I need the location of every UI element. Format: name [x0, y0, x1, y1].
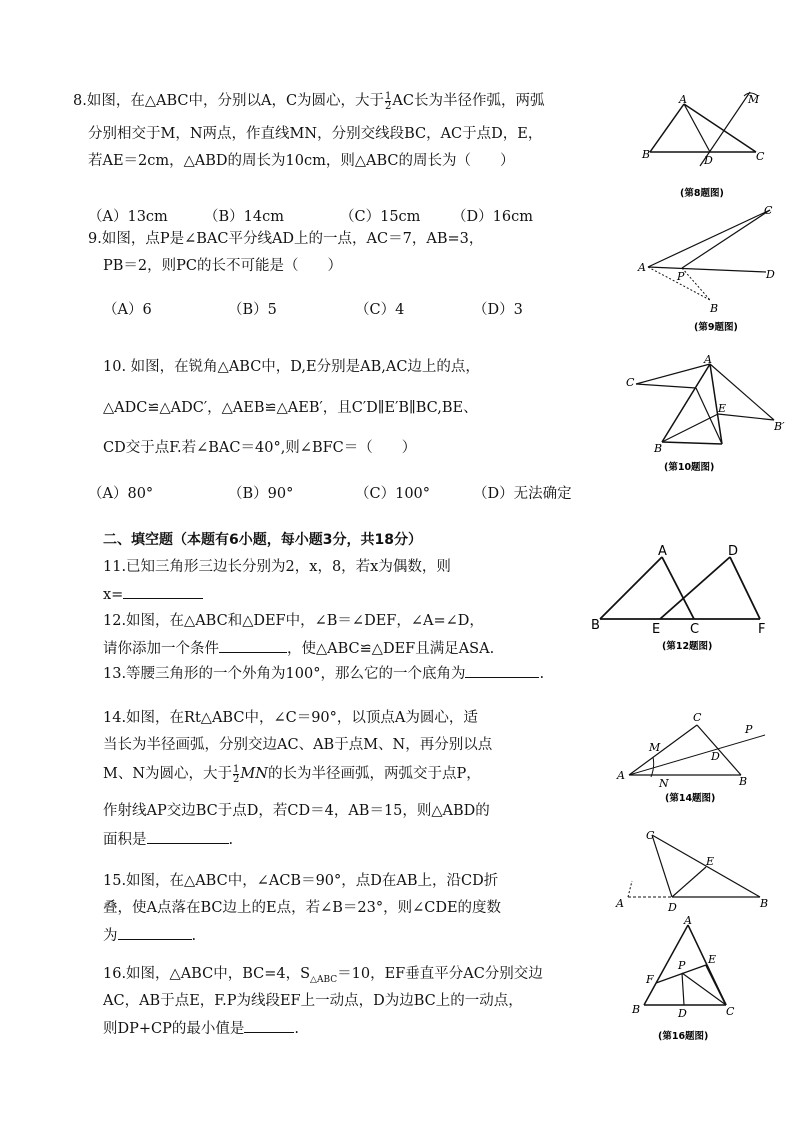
q8-label-m: M: [748, 93, 760, 106]
q12-label-a: A: [658, 545, 667, 559]
q16-answer-blank[interactable]: [244, 1018, 294, 1033]
q14-figure: [615, 705, 790, 807]
q10-label-a: A: [704, 353, 712, 366]
q8-line3: 若AE＝2cm，△ABD的周长为10cm，则△ABC的周长为（ ）: [88, 153, 515, 169]
q8-figure: [640, 86, 790, 201]
q10-label-b: B: [654, 442, 663, 455]
q14-label-b: B: [739, 775, 748, 788]
q16-label-p: P: [678, 959, 686, 972]
q12-label-c: C: [690, 622, 700, 637]
q12-label-d: D: [728, 545, 739, 559]
q8-option-a[interactable]: （A）13cm: [88, 209, 168, 225]
q9-option-d[interactable]: （D）3: [473, 302, 523, 318]
q8-line1: [73, 91, 545, 111]
q8-option-b[interactable]: （B）14cm: [204, 209, 284, 225]
q12-line1: 12.如图，在△ABC和△DEF中，∠B＝∠DEF，∠A=∠D，: [103, 613, 484, 629]
q16-label-b: B: [632, 1003, 641, 1016]
q10-caption: (第10题图): [664, 462, 715, 473]
q14-label-a: A: [617, 769, 625, 782]
q16-label-c: C: [726, 1005, 735, 1018]
q9-option-a[interactable]: （A）6: [103, 302, 152, 318]
q13-line1: 13.等腰三角形的一个外角为100°，那么它的一个底角为 .: [103, 663, 544, 684]
q10-option-a[interactable]: （A）80°: [88, 486, 154, 502]
q12-line2: 请你添加一个条件 ，使△ABC≌△DEF且满足ASA.: [103, 638, 494, 659]
q8-caption: (第8题图): [680, 188, 724, 199]
q14-line1: 14.如图，在Rt△ABC中，∠C＝90°，以顶点A为圆心，适: [103, 710, 478, 726]
q12-caption: (第12题图): [662, 641, 713, 652]
q8-option-c[interactable]: （C）15cm: [340, 209, 421, 225]
q14-label-n: N: [659, 777, 669, 790]
q16-label-d: D: [678, 1007, 687, 1020]
q14-label-c: C: [693, 711, 702, 724]
q14-label-m: M: [649, 741, 661, 754]
q9-option-b[interactable]: （B）5: [228, 302, 277, 318]
q9-line1: 9.如图，点P是∠BAC平分线AD上的一点，AC＝7，AB=3，: [88, 231, 484, 247]
q14-label-d: D: [711, 750, 720, 763]
q16-figure: [622, 915, 762, 1045]
q10-label-b-prime: B′: [774, 420, 785, 433]
q9-label-c: C: [764, 204, 773, 217]
q16-line1: 16.如图，△ABC中，BC=4，$S_{\triangle ABC}=10$，EF垂直平分AC分别交边: [103, 966, 543, 985]
q9-caption: (第9题图): [694, 322, 738, 333]
q9-label-b: B: [710, 302, 719, 315]
q15-line2: 叠，使A点落在BC边上的E点，若∠B＝23°，则∠CDE的度数: [103, 900, 502, 916]
q14-line4: 作射线AP交边BC于点D，若CD＝4，AB＝15，则△ABD的: [103, 803, 490, 819]
q12-label-f: F: [758, 622, 766, 637]
q10-option-c[interactable]: （C）100°: [355, 486, 431, 502]
q9-option-c[interactable]: （C）4: [355, 302, 405, 318]
q12-figure: [588, 545, 788, 655]
q8-label-a: A: [679, 93, 687, 106]
q12-label-b: B: [591, 618, 600, 633]
q15-label-a: A: [616, 897, 624, 910]
q16-label-e: E: [708, 953, 717, 966]
q9-label-p: P: [677, 270, 685, 283]
q10-label-c: C: [626, 376, 635, 389]
q15-line1: 15.如图，在△ABC中，∠ACB＝90°，点D在AB上，沿CD折: [103, 873, 499, 889]
q8-label-d: D: [704, 154, 713, 167]
q15-line3: 为 .: [103, 925, 196, 946]
q16-label-a: A: [684, 915, 692, 927]
q16-caption: (第16题图): [658, 1031, 709, 1042]
q12-label-e: E: [652, 622, 661, 637]
q12-answer-blank[interactable]: [219, 638, 287, 653]
q14-line3: M、N为圆心，大于 $\frac{1}{2}$ MN的长为半径画弧，两弧交于点P，: [103, 763, 481, 785]
q9-label-a: A: [638, 261, 646, 274]
q10-figure: [622, 352, 792, 477]
q14-answer-blank[interactable]: [147, 829, 229, 844]
q14-label-p: P: [745, 723, 753, 736]
q10-option-d[interactable]: （D）无法确定: [473, 486, 572, 502]
q14-line2: 当长为半径画弧，分别交边AC、AB于点M、N，再分别以点: [103, 737, 493, 753]
q10-line2: △ADC≌△ADC′，△AEB≌△AEB′，且C′D∥E′B∥BC,BE、: [103, 400, 478, 416]
q8-label-b: B: [642, 148, 651, 161]
q10-line3: CD交于点F.若∠BAC＝40°,则∠BFC＝（ ）: [103, 440, 417, 456]
q9-figure: [630, 200, 780, 335]
q11-line1: 11.已知三角形三边长分别为2，x，8，若x为偶数，则: [103, 559, 451, 575]
q14-fraction: $\frac{1}{2}$: [233, 763, 240, 785]
q8-fraction: $\frac{1}{2}$: [385, 90, 392, 112]
q15-answer-blank[interactable]: [118, 925, 192, 940]
q8-text-a: 8.如图，在△ABC中，分别以A，C为圆心，大于: [73, 93, 385, 109]
q10-label-e: E: [718, 402, 727, 415]
section-2-title: 二、填空题（本题有6小题，每小题3分，共18分）: [103, 532, 422, 548]
q15-label-d: D: [668, 901, 677, 914]
q16-line3: 则DP+CP的最小值是 .: [103, 1018, 299, 1039]
q10-line1: 10. 如图，在锐角△ABC中，D,E分别是AB,AC边上的点，: [103, 359, 480, 375]
q11-line2: x=: [103, 584, 203, 605]
q15-label-e: E: [706, 855, 715, 868]
q8-line2: 分别相交于M，N两点，作直线MN，分别交线段BC，AC于点D，E，: [88, 126, 543, 142]
q15-label-c: C: [646, 829, 655, 842]
q15-figure: [610, 825, 790, 917]
q8-text-b: AC长为半径作弧，两弧: [392, 93, 545, 109]
q11-answer-blank[interactable]: [123, 584, 203, 599]
q15-label-b: B: [760, 897, 769, 910]
q9-label-d: D: [766, 268, 775, 281]
q13-answer-blank[interactable]: [465, 663, 539, 678]
q8-label-c: C: [756, 150, 765, 163]
q10-option-b[interactable]: （B）90°: [228, 486, 294, 502]
q14-caption: (第14题图): [665, 793, 716, 804]
q8-option-d[interactable]: （D）16cm: [452, 209, 533, 225]
q9-line2: PB＝2，则PC的长不可能是（ ）: [103, 258, 342, 274]
q14-line5: 面积是 .: [103, 829, 233, 850]
q16-line2: AC，AB于点E，F.P为线段EF上一动点，D为边BC上的一动点，: [103, 993, 523, 1009]
q16-label-f: F: [646, 973, 654, 986]
